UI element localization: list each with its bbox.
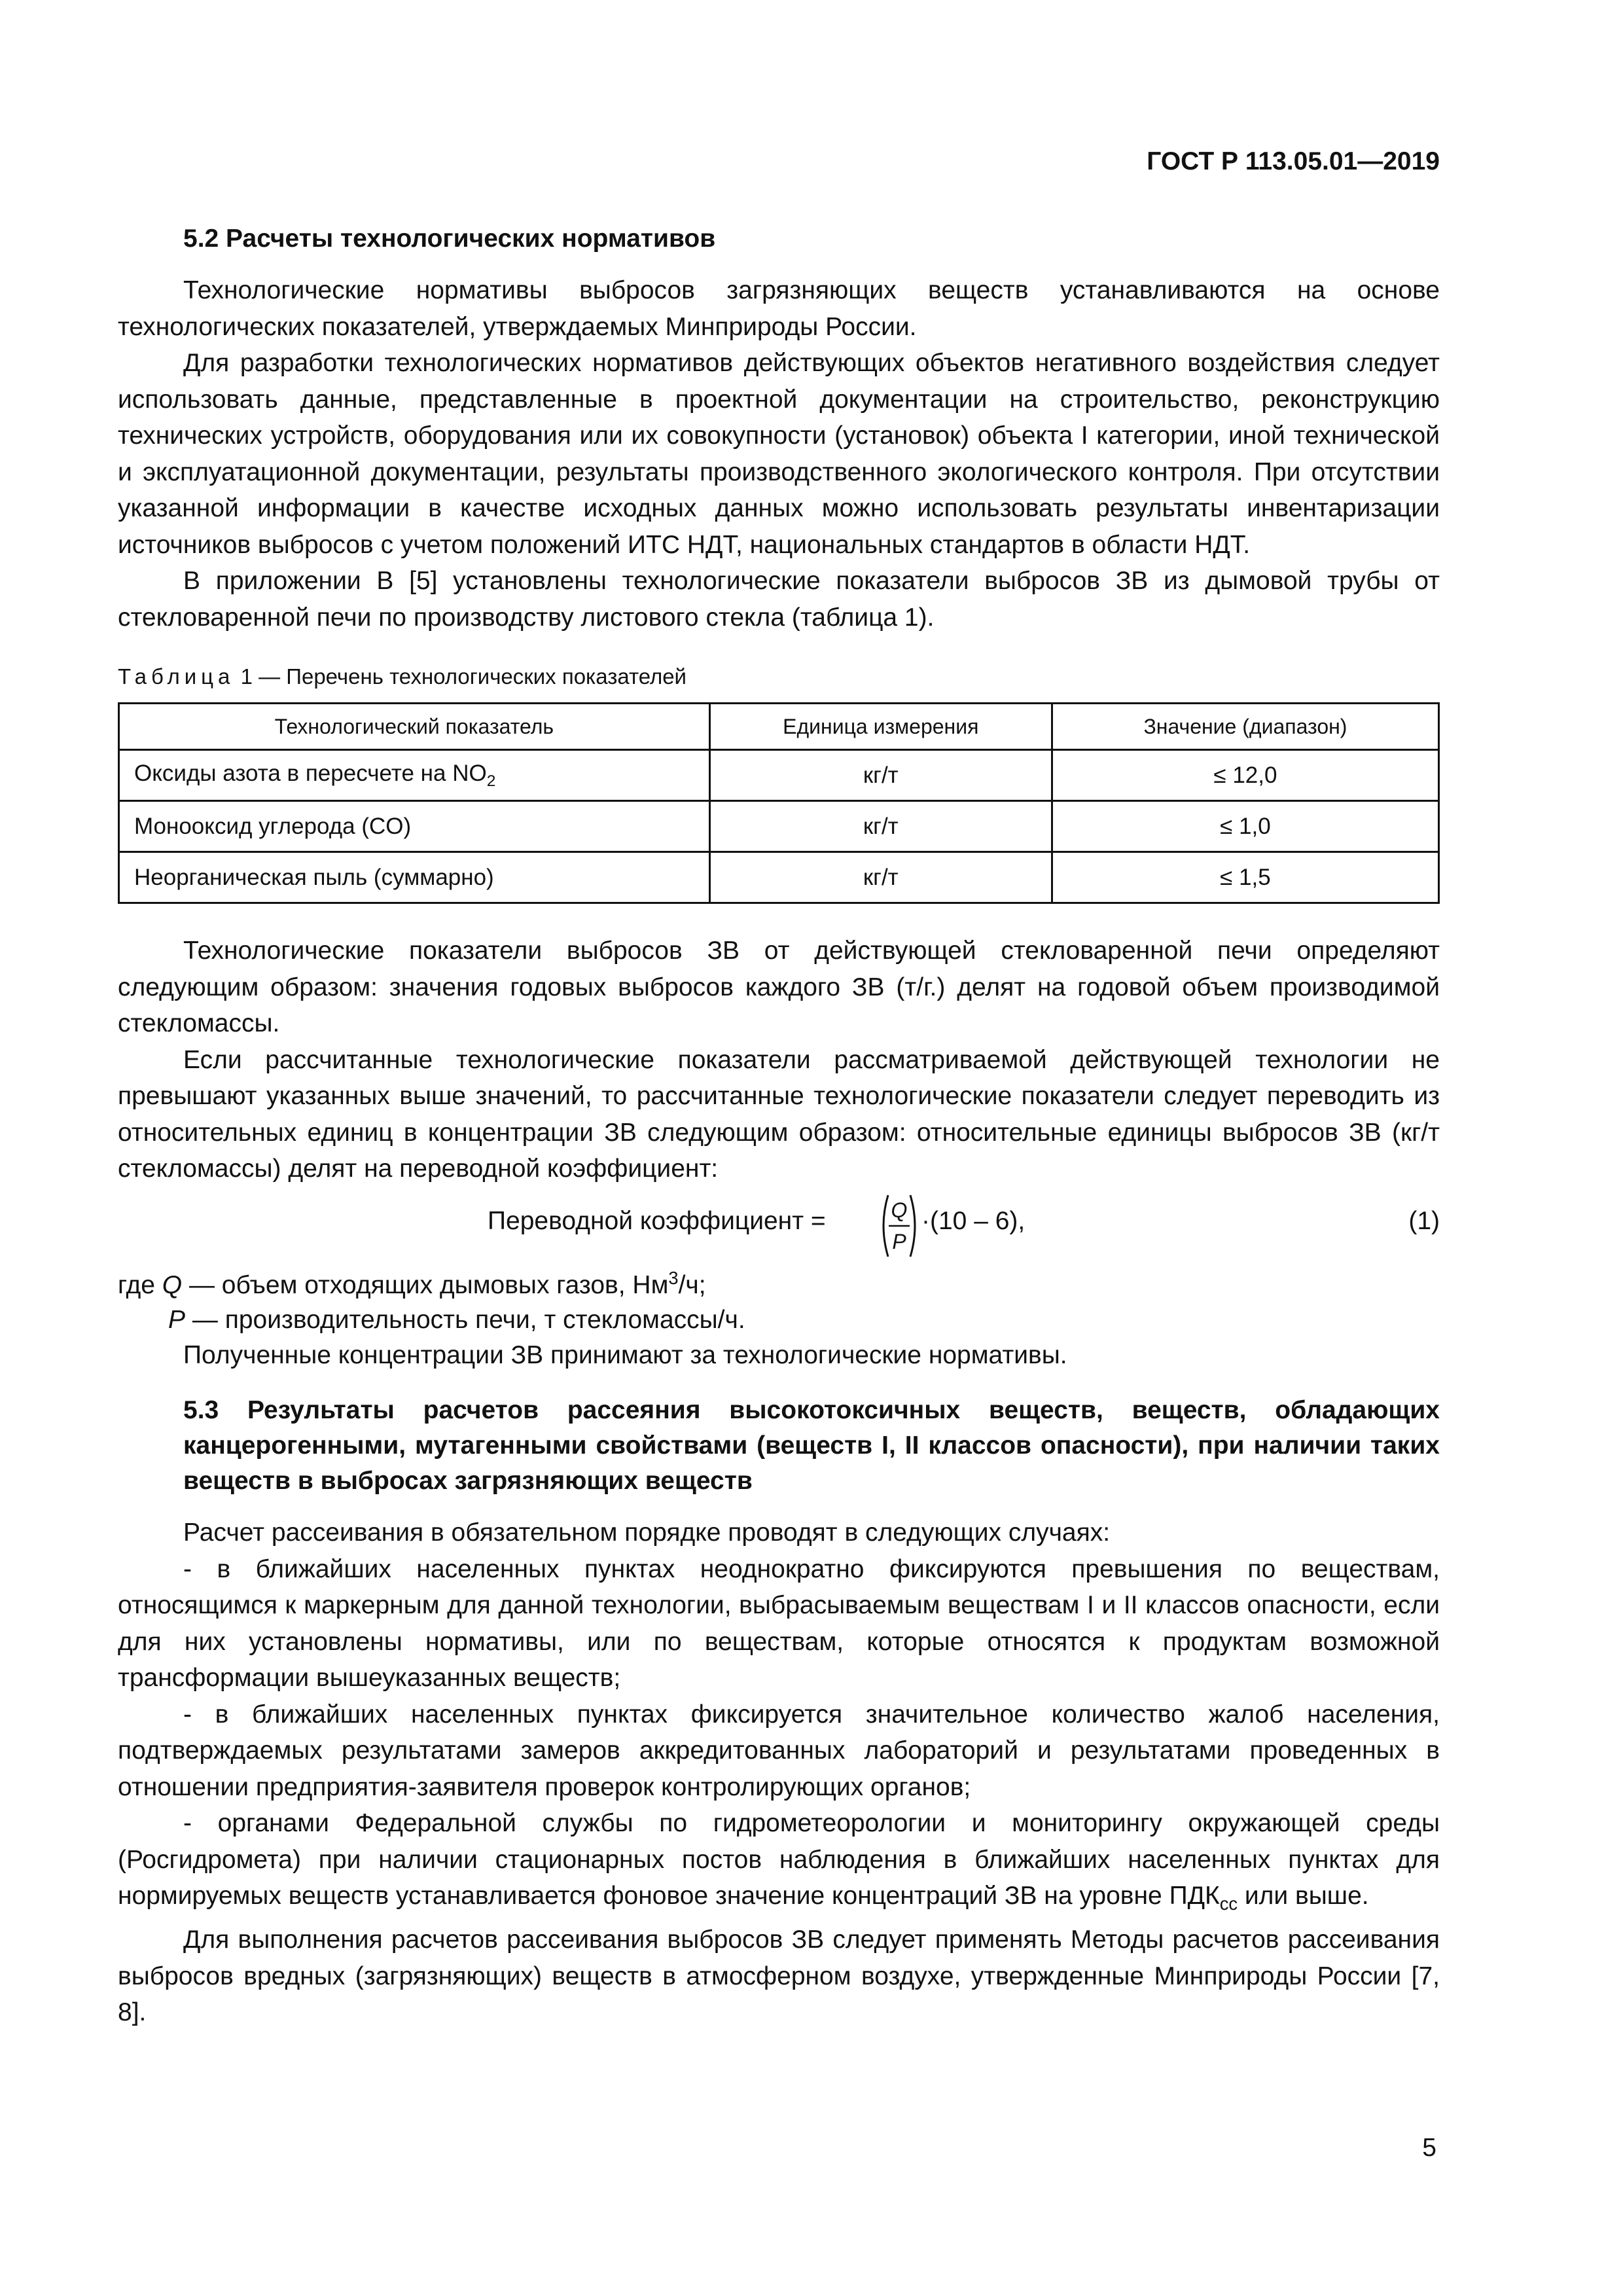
document-header-id: ГОСТ Р 113.05.01—2019 xyxy=(1147,147,1440,175)
formula-number: (1) xyxy=(1408,1206,1440,1235)
paragraph: Технологические показатели выбросов ЗВ от действующей стекловаренной печи определяют следующим образом: значения годовых выбросов каждого ЗВ (т/г.) делят на годовой объем производимой стекломассы. xyxy=(118,937,1440,1037)
fraction-numerator: Q xyxy=(891,1198,908,1222)
section-5-2-title: 5.2 Расчеты технологических нормативов xyxy=(183,224,716,253)
page-number: 5 xyxy=(1422,2134,1436,2162)
table-cell-unit: кг/т xyxy=(709,852,1052,903)
where-q: где Q — объем отходящих дымовых газов, $Нм^3/ч$; xyxy=(118,1267,706,1299)
table-cell-value: ≤ 1,5 xyxy=(1052,852,1438,903)
table-cell-indicator: Неорганическая пыль (суммарно) xyxy=(119,852,710,903)
where-block xyxy=(118,1261,1440,1374)
list-item: - в ближайших населенных пунктах фиксируется значительное количество жалоб населения, подтверждаемых результатами замеров аккредитованных лабораторий и результатами проведенных в отношении предприятия-заявителя проверок контролирующих органов; xyxy=(118,1700,1440,1801)
table-header-cell: Технологический показатель xyxy=(119,704,710,750)
table-row xyxy=(119,801,1439,852)
table-cell-indicator: Монооксид углерода (CO) xyxy=(119,801,710,852)
symbol-q: Q xyxy=(162,1270,183,1299)
list-item: - органами Федеральной службы по гидрометеорологии и мониторингу окружающей среды (Росгидромета) при наличии стационарных постов наблюдения в ближайших населенных пунктах для нормируемых веществ устанавливается фоновое значение концентраций ЗВ на уровне $ПДК_{сс}$ или выше. xyxy=(118,1809,1440,1914)
table-caption xyxy=(118,664,1440,689)
table-header-cell: Единица измерения xyxy=(709,704,1052,750)
where-p: P — производительность печи, т стекломассы/ч. xyxy=(168,1305,745,1334)
table-row xyxy=(119,852,1439,903)
paragraph: Если рассчитанные технологические показатели рассматриваемой действующей технологии не превышают указанных выше значений, то рассчитанные технологические показатели следует переводить из относительных единиц в концентрации ЗВ следующим образом: относительные единицы выбросов ЗВ (кг/т стекломассы) делят на переводной коэффициент: xyxy=(118,1045,1440,1183)
table-cell-value: ≤ 12,0 xyxy=(1052,750,1438,801)
table-cell-unit: кг/т xyxy=(709,750,1052,801)
table-cell-unit: кг/т xyxy=(709,801,1052,852)
table-header-cell: Значение (диапазон) xyxy=(1052,704,1438,750)
formula-rhs: ·(10 – 6), xyxy=(921,1206,1026,1235)
formula-1 xyxy=(118,1191,1440,1261)
paragraph: В приложении В [5] установлены технологические показатели выбросов ЗВ из дымовой трубы от стекловаренной печи по производству листового стекла (таблица 1). xyxy=(118,567,1440,632)
left-paren-icon xyxy=(883,1195,888,1257)
table-caption-text: 1 — Перечень технологических показателей xyxy=(240,664,687,689)
formula-lhs: Переводной коэффициент = xyxy=(488,1206,826,1235)
page-content xyxy=(118,221,1440,2031)
table-cell-value: ≤ 1,0 xyxy=(1052,801,1438,852)
table-row xyxy=(119,750,1439,801)
fraction-q-over-p xyxy=(879,1191,919,1261)
section-5-3-title: 5.3 Результаты расчетов рассеяния высокотоксичных веществ, веществ, обладающих канцерогенными, мутагенными свойствами (веществ I, II классов опасности), при наличии таких веществ в выбросах загрязняющих веществ xyxy=(183,1396,1440,1495)
paragraph: Технологические нормативы выбросов загрязняющих веществ устанавливаются на основе технологических показателей, утверждаемых Минприроды России. xyxy=(118,276,1440,341)
indicators-table xyxy=(118,702,1440,904)
table-cell-indicator: Оксиды азота в пересчете на $NO_2$ xyxy=(119,750,710,801)
paragraph: Полученные концентрации ЗВ принимают за технологические нормативы. xyxy=(183,1340,1067,1369)
right-paren-icon xyxy=(910,1195,915,1257)
table-header-row xyxy=(119,704,1439,750)
paragraph: Расчет рассеивания в обязательном порядке проводят в следующих случаях: xyxy=(183,1518,1111,1547)
paragraph: Для выполнения расчетов рассеивания выбросов ЗВ следует применять Методы расчетов рассеивания выбросов вредных (загрязняющих) веществ в атмосферном воздухе, утвержденные Минприроды России [7, 8]. xyxy=(118,1926,1440,2027)
symbol-p: P xyxy=(168,1305,186,1334)
fraction-denominator: P xyxy=(892,1229,906,1253)
paragraph: Для разработки технологических нормативов действующих объектов негативного воздействия следует использовать данные, представленные в проектной документации на строительство, реконструкцию технических устройств, оборудования или их совокупности (установок) объекта I категории, иной технической и эксплуатационной документации, результаты производственного экологического контроля. При отсутствии указанной информации в качестве исходных данных можно использовать результаты инвентаризации источников выбросов с учетом положений ИТС НДТ, национальных стандартов в области НДТ. xyxy=(118,349,1440,559)
table-caption-label: Таблица xyxy=(118,664,235,689)
list-item: - в ближайших населенных пунктах неоднократно фиксируются превышения по веществам, относящимся к маркерным для данной технологии, выбрасываемым веществам I и II классов опасности, если для них установлены нормативы, или по веществам, которые относятся к продуктам возможной трансформации вышеуказанных веществ; xyxy=(118,1554,1440,1692)
